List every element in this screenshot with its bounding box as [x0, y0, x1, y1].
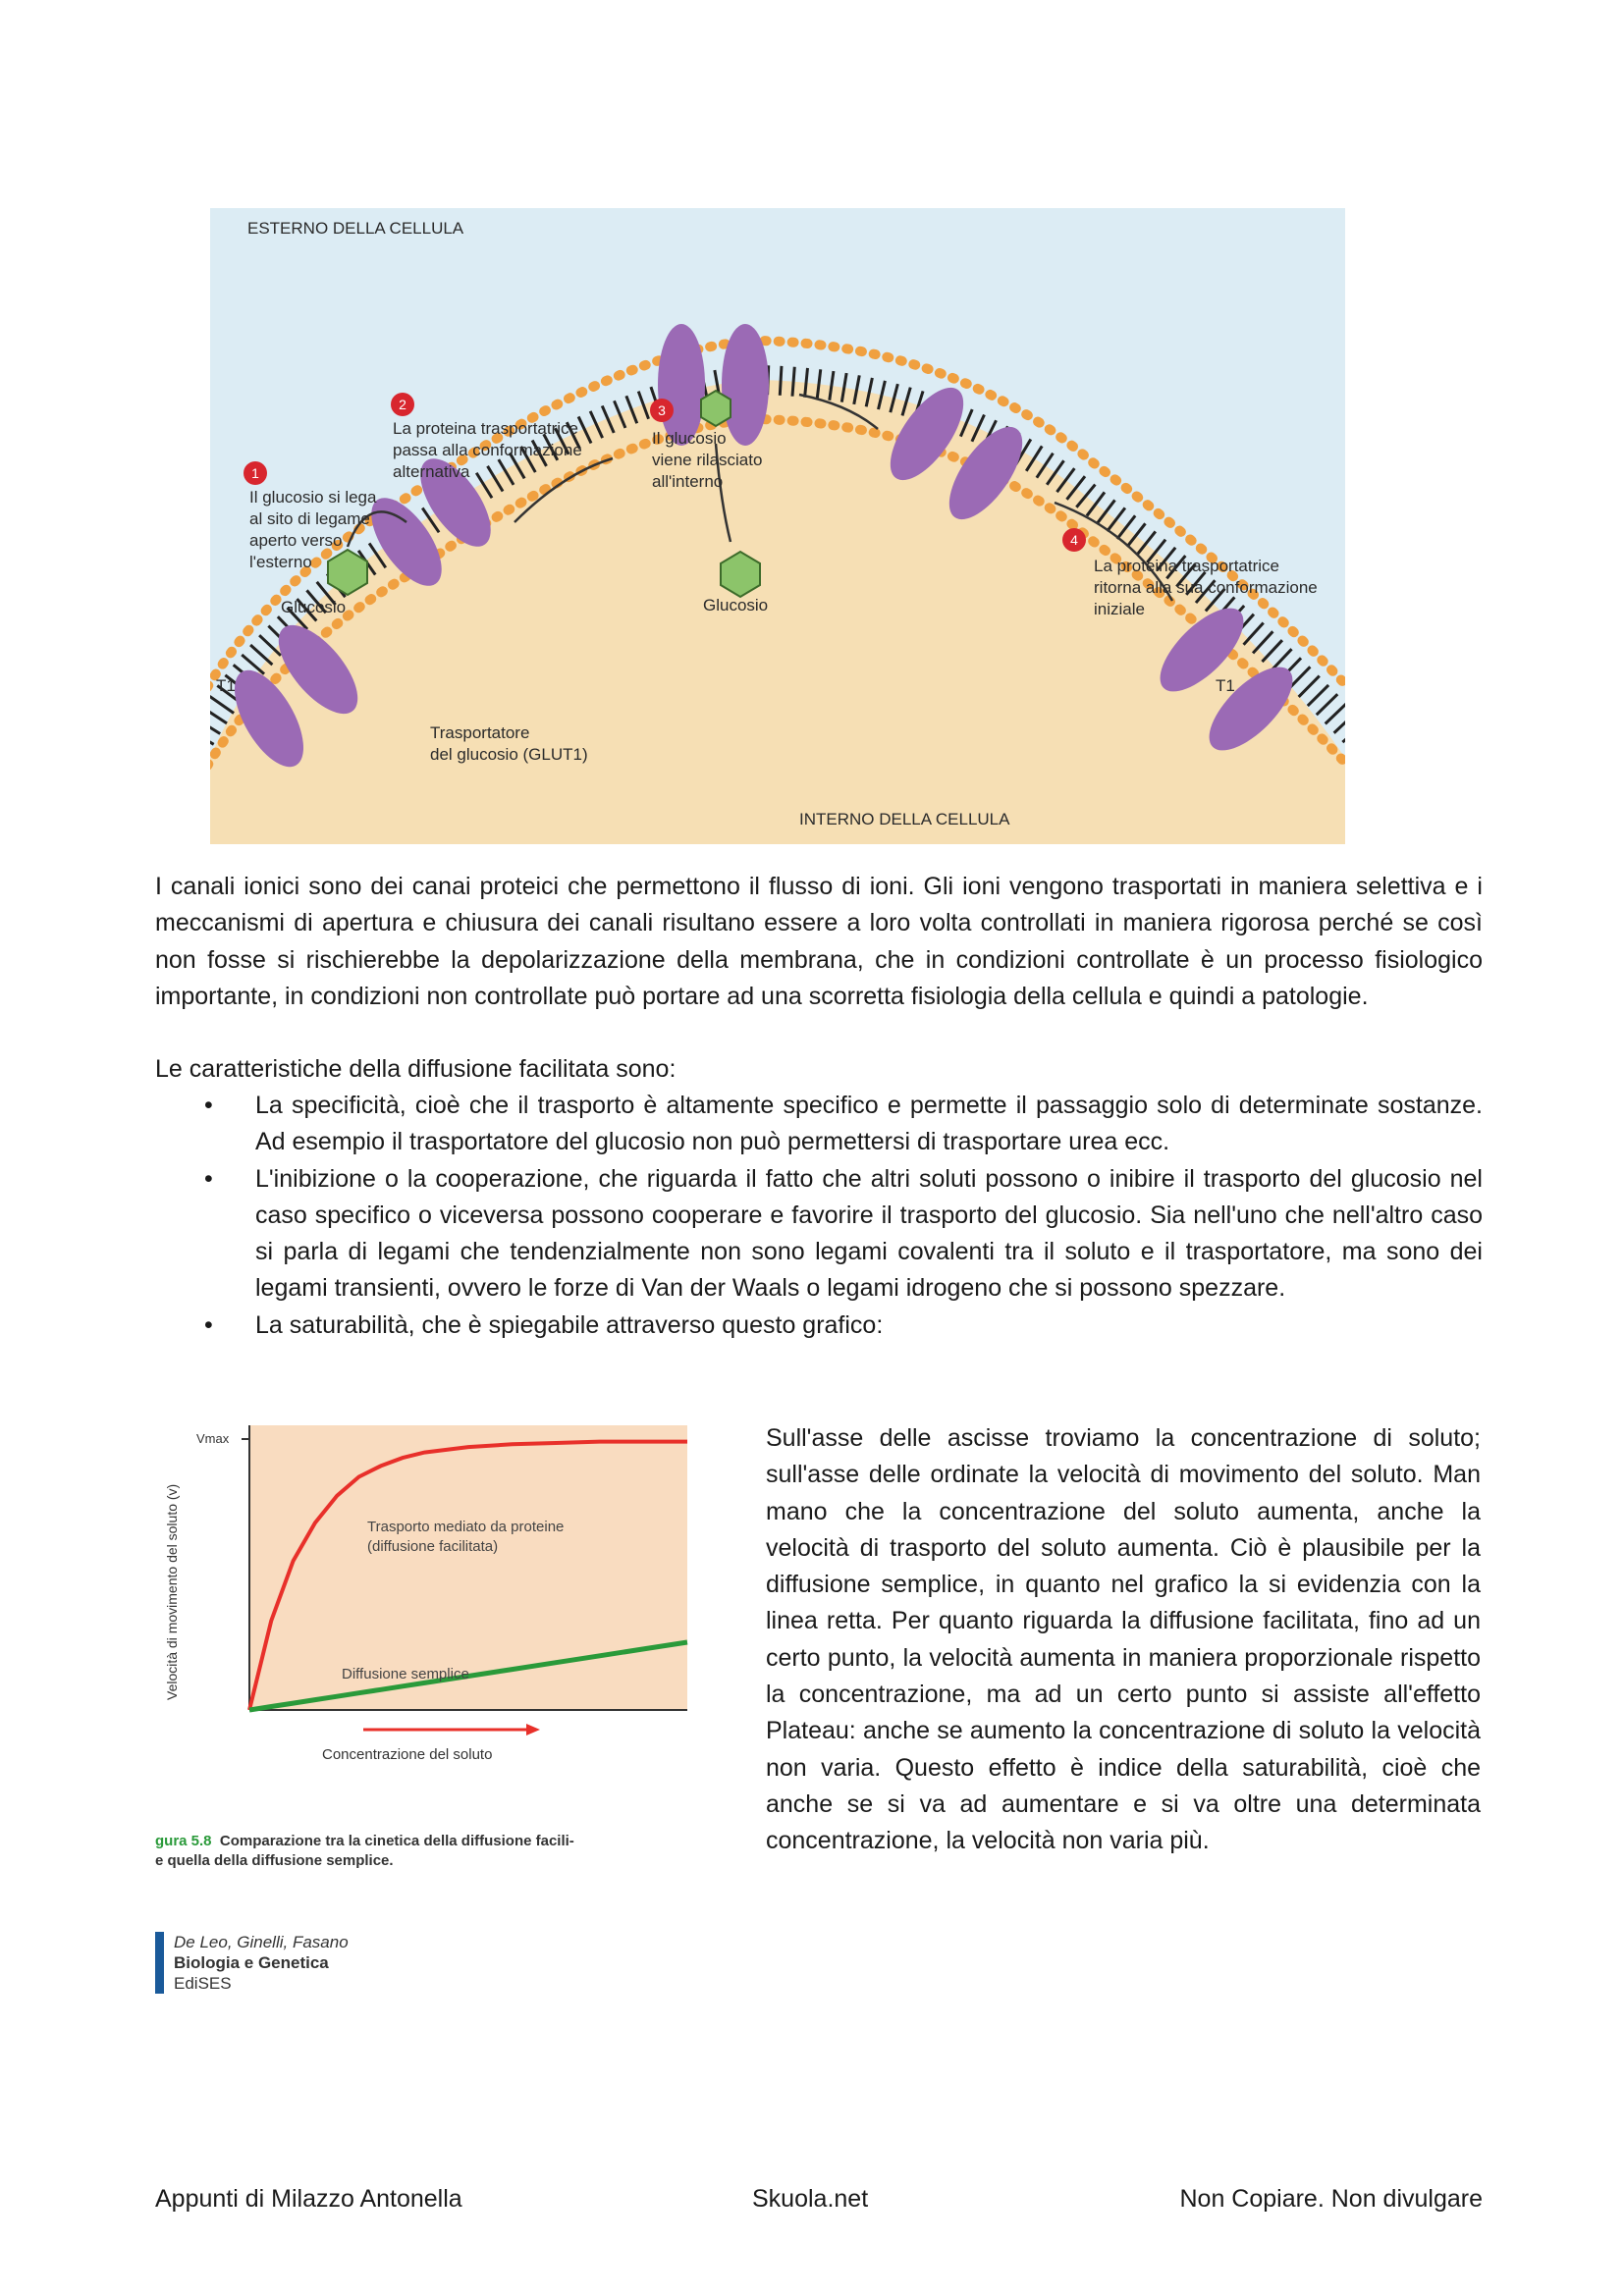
- svg-text:ritorna alla sua conformazione: ritorna alla sua conformazione: [1094, 578, 1318, 597]
- graph-caption: [155, 1832, 705, 1871]
- outside-label: ESTERNO DELLA CELLULA: [247, 219, 464, 238]
- arrow-head: [526, 1724, 540, 1735]
- svg-text:4: 4: [1070, 532, 1078, 548]
- features-intro: Le caratteristiche della diffusione facilitata sono:: [155, 1055, 677, 1083]
- inside-label: INTERNO DELLA CELLULA: [799, 810, 1010, 828]
- svg-text:La proteina trasportatrice: La proteina trasportatrice: [393, 419, 578, 438]
- ion-channels-paragraph: I canali ionici sono dei canai proteici che permettono il flusso di ioni. Gli ioni vengono trasportati in maniera selettiva e i meccanismi di apertura e chiusura dei canali risultano essere a loro volta controllati in maniera rigorosa perché se così non fosse si rischierebbe la depolarizzazione della membrana, che in condizioni controllate è un processo fisiologico importante, in condizioni non controllate può portare ad una scorretta fisiologia della cellula e quindi a patologie.: [155, 873, 1483, 1010]
- svg-text:l'esterno: l'esterno: [249, 553, 312, 571]
- glucose-transporter-figure: [210, 208, 1345, 844]
- y-axis-label: Velocità di movimento del soluto (v): [164, 1483, 180, 1700]
- credit-title: Biologia e Genetica: [174, 1953, 329, 1972]
- list-item: • L'inibizione o la cooperazione, che riguarda il fatto che altri soluti possono o inibire il trasporto del glucosio nel caso specifico o viceversa possono cooperare e favorire il trasporto del glucosio. Sia nell'uno che nell'altro caso si parla di legami che tendenzialmente non sono legami covalenti tra il soluto e il trasportatore, ma sono dei legami transienti, ovvero le forze di Van der Waals o legami idrogeno che si possono spezzare.: [155, 1161, 1483, 1308]
- svg-text:aperto verso: aperto verso: [249, 531, 343, 550]
- svg-text:3: 3: [658, 402, 666, 418]
- simple-series-label: Diffusione semplice: [342, 1666, 469, 1682]
- svg-text:2: 2: [399, 397, 406, 412]
- svg-text:viene rilasciato: viene rilasciato: [652, 451, 763, 469]
- svg-text:alternativa: alternativa: [393, 462, 470, 481]
- svg-text:Trasportatore: Trasportatore: [430, 723, 530, 742]
- saturation-graph: [155, 1414, 705, 1826]
- svg-text:passa alla conformazione: passa alla conformazione: [393, 441, 582, 459]
- credit-authors: De Leo, Ginelli, Fasano: [174, 1933, 349, 1951]
- footer-site: Skuola.net: [752, 2185, 869, 2213]
- footer-notice: Non Copiare. Non divulgare: [1179, 2185, 1483, 2213]
- features-list: [155, 1088, 1483, 1344]
- vmax-label: Vmax: [196, 1431, 230, 1446]
- svg-text:al sito di legame: al sito di legame: [249, 509, 370, 528]
- svg-text:Il glucosio: Il glucosio: [652, 429, 727, 448]
- glucose-molecule-bound: [701, 391, 731, 426]
- step-marker-2: [391, 393, 414, 416]
- t1-label-right: T1: [1216, 676, 1235, 695]
- t1-label-left: T1: [216, 676, 236, 695]
- book-credit: [155, 1932, 349, 1994]
- svg-text:Trasporto mediato da proteine: Trasporto mediato da proteine: [367, 1519, 565, 1535]
- svg-text:all'interno: all'interno: [652, 472, 724, 491]
- svg-text:iniziale: iniziale: [1094, 600, 1145, 618]
- list-item: • La saturabilità, che è spiegabile attraverso questo grafico:: [155, 1308, 1483, 1344]
- svg-text:del glucosio (GLUT1): del glucosio (GLUT1): [430, 745, 588, 764]
- svg-text:Il glucosio si lega: Il glucosio si lega: [249, 488, 377, 507]
- caption-text: Comparazione tra la cinetica della diffusione facili-: [219, 1833, 574, 1849]
- svg-text:La proteina trasportatrice: La proteina trasportatrice: [1094, 557, 1279, 575]
- svg-text:(diffusione facilitata): (diffusione facilitata): [367, 1538, 499, 1555]
- step-marker-1: [244, 461, 267, 485]
- glucose-label-inside: Glucosio: [703, 596, 769, 614]
- x-axis-label: Concentrazione del soluto: [322, 1746, 493, 1763]
- step-marker-3: [650, 399, 674, 422]
- caption-text-2: e quella della diffusione semplice.: [155, 1852, 394, 1869]
- step-marker-4: [1062, 528, 1086, 552]
- figure-number: gura 5.8: [155, 1833, 212, 1849]
- list-item: • La specificità, cioè che il trasporto è altamente specifico e permette il passaggio solo di determinate sostanze. Ad esempio il trasportatore del glucosio non può permettersi di trasportare urea ecc.: [155, 1088, 1483, 1161]
- svg-text:1: 1: [251, 465, 259, 481]
- glucose-label-outside: Glucosio: [281, 598, 347, 616]
- credit-publisher: EdiSES: [174, 1974, 232, 1993]
- graph-explanation: Sull'asse delle ascisse troviamo la concentrazione di soluto; sull'asse delle ordinate la velocità di movimento del soluto. Man mano che la concentrazione del soluto aumenta, anche la velocità di trasporto del soluto aumenta. Ciò è plausibile per la diffusione semplice, in quanto nel grafico la si evidenzia con la linea retta. Per quanto riguarda la diffusione facilitata, fino ad un certo punto, la velocità aumenta in maniera proporzionale rispetto la concentrazione, ma ad un certo punto si assiste all'effetto Plateau: anche se aumento la concentrazione di soluto la velocità non varia. Questo effetto è indice della saturabilità, cioè che anche se si va ad aumentare e si va oltre una determinata concentrazione, la velocità non varia più.: [766, 1424, 1481, 1855]
- footer-author: Appunti di Milazzo Antonella: [155, 2185, 462, 2213]
